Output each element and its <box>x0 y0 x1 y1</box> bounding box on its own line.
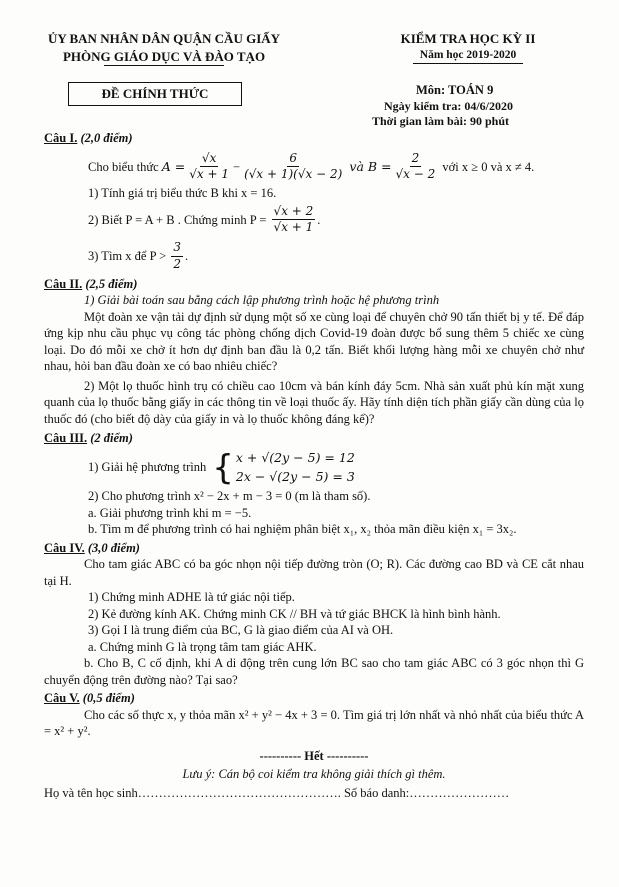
q1-condition: với x ≥ 0 và x ≠ 4. <box>442 159 535 174</box>
q1-fraction-1 <box>187 151 231 184</box>
q1-fraction-4 <box>272 204 316 237</box>
duration: Thời gian làm bài: 90 phút <box>372 114 510 129</box>
exam-date: Ngày kiểm tra: 04/6/2020 <box>384 98 513 113</box>
q3-equation-2: 2x − √(2y − 5) = 3 <box>235 468 355 484</box>
q3-part-2: 2) Cho phương trình x² − 2x + m − 3 = 0 (m là tham số). <box>88 489 371 504</box>
question-4-points: (3,0 điểm) <box>87 540 140 555</box>
subject: Môn: TOÁN 9 <box>416 83 494 97</box>
q1-part-3 <box>44 240 584 273</box>
q1-f2-num: 6 <box>287 151 299 168</box>
question-3-title <box>44 430 584 447</box>
q1-part-2-end: . <box>317 212 321 227</box>
question-1-title <box>44 130 584 147</box>
q1-part-3-end: . <box>185 249 189 264</box>
header-exam-info <box>368 30 568 64</box>
q3-system-lines <box>236 449 355 487</box>
subject-info <box>370 82 585 130</box>
proctor-note: Lưu ý: Cán bộ coi kiểm tra không giải thích gì thêm. <box>182 767 446 782</box>
q1-intro: Cho biểu thức <box>88 159 159 174</box>
header-underline-right <box>413 63 523 64</box>
q2-paragraph-1: Một đoàn xe vận tải dự định sử dụng một số xe cùng loại để chuyên chở 90 tấn thiết bị y tế. Để đáp ứng kịp nhu cầu phục vụ công tác phòng chống dịch Covid-19 đoàn được bổ sung thêm 5 chiếc xe cùng loại. Do đó mỗi xe chở ít hơn dự định ban đầu là 0,2 tấn. Biết khối lượng hàng mỗi xe chuyên chở như nhau, hỏi ban đầu đoàn xe có bao nhiêu chiếc? <box>44 309 584 374</box>
question-4-title <box>44 540 584 557</box>
question-1-points: (2,0 điểm) <box>80 131 133 145</box>
q3-part-1-text: 1) Giải hệ phương trình <box>88 460 207 475</box>
q1-f4-num: √x + 2 <box>272 204 316 221</box>
left-brace-icon: { <box>212 447 234 488</box>
q1-f5-num: 3 <box>171 240 183 257</box>
q1-part-1: 1) Tính giá trị biểu thức B khi x = 16. <box>88 186 277 201</box>
exam-content <box>44 128 584 801</box>
question-4-number: Câu IV. <box>44 540 85 555</box>
end-marker: ---------- Hết ---------- <box>259 748 369 763</box>
q1-minus: − <box>233 159 241 174</box>
official-stamp-box: ĐỀ CHÍNH THỨC <box>68 82 242 106</box>
q1-f1-num: √x <box>200 151 218 168</box>
org-line-1: ỦY BAN NHÂN DÂN QUẬN CẦU GIẤY <box>47 31 281 46</box>
q1-a-lhs: A = <box>161 158 186 174</box>
question-3-number: Câu III. <box>44 431 88 446</box>
q1-f2-den: (√x + 1)(√x − 2) <box>244 167 343 182</box>
q5-text: Cho các số thực x, y thỏa mãn x² + y² − 4x + 3 = 0. Tìm giá trị lớn nhất và nhỏ nhất của biểu thức A = x² + y². <box>44 707 584 739</box>
question-2-title <box>44 276 584 293</box>
q4-part-b: b. Cho B, C cố định, khi A di động trên cung lớn BC sao cho tam giác ABC có 3 góc nhọn thì G chuyển động trên đường nào? Tại sao? <box>44 656 584 687</box>
q3-equation-system <box>212 449 355 487</box>
q2-paragraph-2: 2) Một lọ thuốc hình trụ có chiều cao 10cm và bán kính đáy 5cm. Nhà sản xuất phủ kín mặt xung quanh của lọ thuốc bằng giấy in các thông tin về loại thuốc ấy. Hãy tính diện tích phần giấy cần dùng của lọ thuốc đó (cho biết độ dày của giấy in và lọ thuốc không đáng kể)? <box>44 378 584 426</box>
question-5-title <box>44 690 584 707</box>
q4-part-a: a. Chứng minh G là trọng tâm tam giác AHK. <box>88 639 317 654</box>
q2-sub-1: 1) Giải bài toán sau bằng cách lập phương trình hoặc hệ phương trình <box>84 293 440 308</box>
q4-part-3: 3) Gọi I là trung điểm của BC, G là giao điểm của AI và OH. <box>88 623 394 638</box>
question-2-points: (2,5 điểm) <box>85 276 138 291</box>
header-underline-left <box>104 65 224 66</box>
q3-part-a: a. Giải phương trình khi m = −5. <box>88 505 252 520</box>
q4-part-2: 2) Kẻ đường kính AK. Chứng minh CK // BH và tứ giác BHCK là hình bình hành. <box>88 606 501 621</box>
q1-part-2-text: 2) Biết P = A + B . Chứng minh P = <box>88 212 267 227</box>
q1-f1-den: √x + 1 <box>189 167 229 182</box>
q1-expression-row <box>44 151 584 184</box>
question-1-number: Câu I. <box>44 131 78 145</box>
q4-intro: Cho tam giác ABC có ba góc nhọn nội tiếp đường tròn (O; R). Các đường cao BD và CE cắt nhau tại H. <box>44 557 584 588</box>
q3-equation-1: x + √(2y − 5) = 12 <box>235 449 355 465</box>
question-2-number: Câu II. <box>44 276 83 291</box>
q1-part-2 <box>44 204 584 237</box>
q1-and-b: và B = <box>349 158 392 174</box>
q4-part-1: 1) Chứng minh ADHE là tứ giác nội tiếp. <box>88 590 295 605</box>
exam-title: KIỂM TRA HỌC KỲ II <box>400 31 536 46</box>
question-5-points: (0,5 điểm) <box>82 691 135 706</box>
q1-part-3-text: 3) Tìm x để P > <box>88 249 167 264</box>
q1-f3-num: 2 <box>410 151 422 168</box>
header-organization <box>34 30 294 66</box>
q3-part-b: b. Tìm m để phương trình có hai nghiệm phân biệt x₁, x₂ thỏa mãn điều kiện x₁ = 3x₂. <box>88 522 517 537</box>
q1-fraction-3 <box>394 151 438 184</box>
q1-f3-den: √x − 2 <box>395 167 436 182</box>
school-year: Năm học 2019-2020 <box>419 48 517 61</box>
student-info-line: Họ và tên học sinh…………………………………………. Số báo danh:…………………… <box>44 785 510 800</box>
q1-f4-den: √x + 1 <box>273 220 314 235</box>
question-3-points: (2 điểm) <box>90 431 133 446</box>
q1-f5-den: 2 <box>173 257 181 272</box>
q3-part-1 <box>44 449 584 487</box>
question-5-number: Câu V. <box>44 691 80 706</box>
q1-fraction-2 <box>242 151 344 184</box>
org-line-2: PHÒNG GIÁO DỤC VÀ ĐÀO TẠO <box>62 48 266 64</box>
q1-fraction-5 <box>171 240 183 273</box>
